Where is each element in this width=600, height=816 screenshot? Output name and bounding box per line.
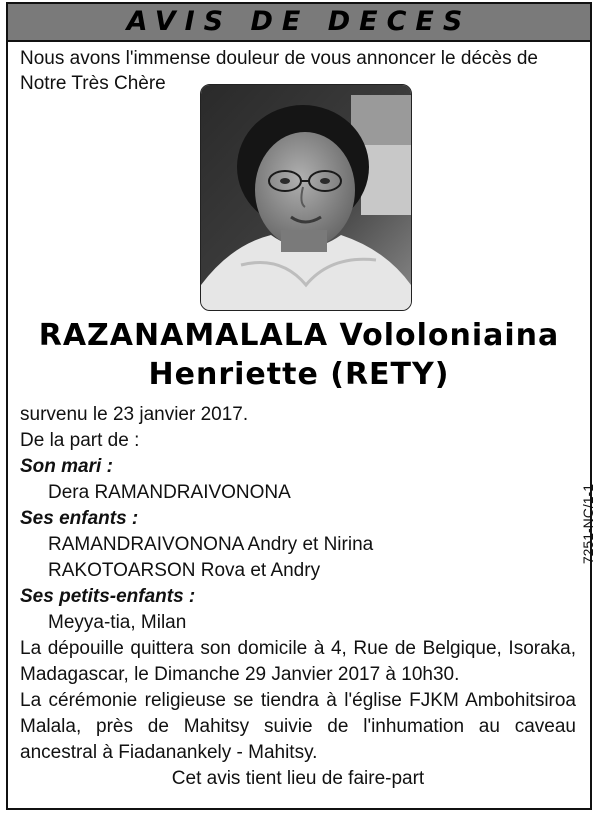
husband-heading: Son mari : (20, 456, 113, 477)
from-line: De la part de : (20, 430, 140, 451)
deceased-name-line-1: RAZANAMALALA Vololoniaina (38, 318, 560, 353)
portrait-photo (200, 84, 412, 311)
date-line: survenu le 23 janvier 2017. (20, 404, 249, 425)
child-entry: RAKOTOARSON Rova et Andry (48, 560, 321, 581)
reference-code: 7251-NC/1-1 (580, 484, 596, 565)
husband-name: Dera RAMANDRAIVONONA (48, 482, 291, 503)
notice-title: AVIS DE DECES (126, 6, 472, 37)
closing-line: Cet avis tient lieu de faire-part (171, 768, 425, 789)
deceased-name-line-2: Henriette (RETY) (148, 357, 450, 392)
grandchildren-heading: Ses petits-enfants : (20, 586, 196, 607)
notice-body (20, 402, 576, 792)
intro-line-1: Nous avons l'immense douleur de vous annoncer le décès de (20, 48, 538, 69)
child-entry: RAMANDRAIVONONA Andry et Nirina (48, 534, 374, 555)
deceased-name (8, 316, 590, 394)
remains-paragraph: La dépouille quittera son domicile à 4, Rue de Belgique, Isoraka, Madagascar, le Dimanche 29 Janvier 2017 à 10h30. (20, 638, 576, 685)
ceremony-paragraph: La cérémonie religieuse se tiendra à l'église FJKM Ambohitsiroa Malala, près de Mahitsy suivie de l'inhumation au caveau ancestral à Fiadanankely - Mahitsy. (20, 690, 576, 763)
grandchildren-names: Meyya-tia, Milan (48, 612, 187, 633)
intro-line-2: Notre Très Chère (20, 73, 166, 94)
notice-frame (6, 2, 596, 810)
children-heading: Ses enfants : (20, 508, 139, 529)
notice-header (8, 4, 590, 42)
